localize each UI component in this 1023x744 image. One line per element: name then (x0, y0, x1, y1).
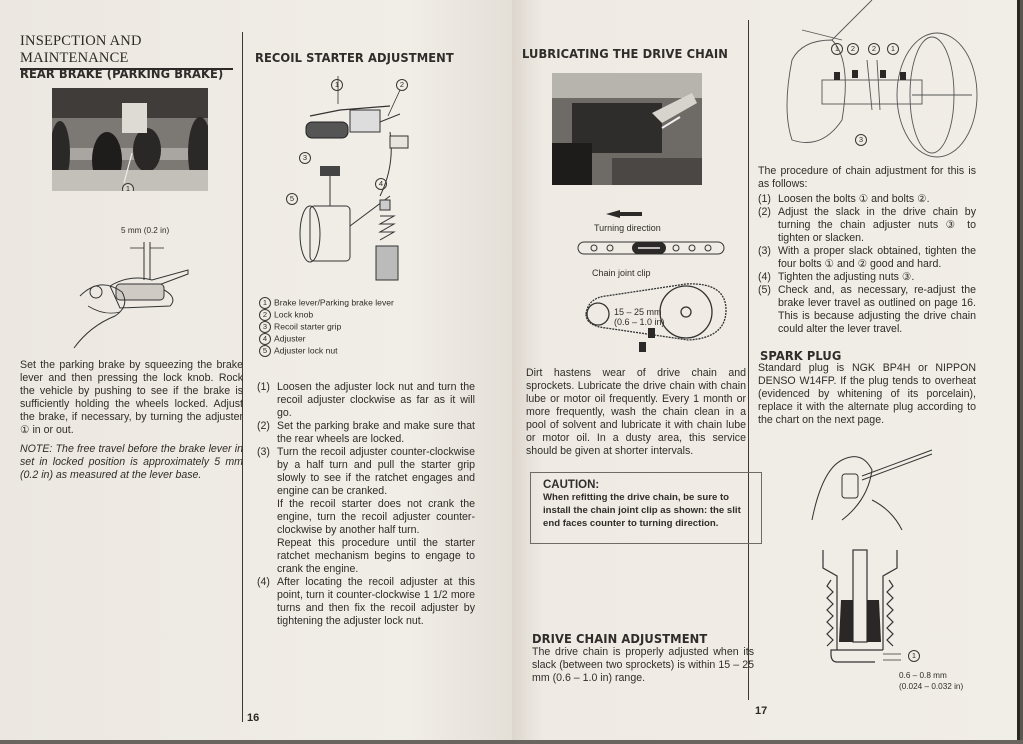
diagram-callout-3: 3 (299, 152, 311, 164)
gap-mm: 0.6 – 0.8 mm (899, 671, 947, 680)
slack-in: (0.6 – 1.0 in) (614, 317, 665, 327)
drive-chain-photo-art (552, 73, 702, 185)
chain-joint-clip-label: Chain joint clip (592, 268, 651, 278)
slack-mm: 15 – 25 mm (614, 307, 662, 317)
page-number-17: 17 (755, 705, 768, 717)
bottom-shadow (0, 740, 1023, 744)
page-17 (512, 0, 1020, 744)
spark-plug-gap-spec (899, 670, 963, 692)
chain-adjuster-diagram (762, 0, 1012, 158)
step-item: (3) Turn the recoil adjuster counter-clockwise by a half turn and pull the starter grip slowly to see if the ratchet engages and engine can be cranked. If the recoil starter does not crank the engine, turn the recoil adjuster counter-clockwise by another half turn. Repeat this procedure until the starter ratchet mechanism begins to engage to crank the engine. (257, 446, 475, 575)
rear-brake-photo-art (52, 88, 208, 191)
step-item: (4) Tighten the adjusting nuts ③. (758, 271, 915, 283)
step-item: (4) After locating the recoil adjuster at this point, turn it counter-clockwise 1 1/2 more turns and then fix the recoil adjuster by tightening the adjuster lock nut. (257, 576, 475, 627)
column-divider (748, 20, 749, 700)
legend-item: 3 Recoil starter grip (259, 321, 394, 333)
step-item: (3) With a proper slack obtained, tighten the four bolts ① and ② good and hard. (758, 245, 976, 270)
adjuster-callout-2: 2 (847, 43, 859, 55)
page-edge (1017, 0, 1020, 744)
legend-item: 5 Adjuster lock nut (259, 345, 394, 357)
spark-plug-paragraph: Standard plug is NGK BP4H or NIPPON DENSO W14FP. If the plug tends to overheat (evidenced by whitening of its porcelain), replace it with the alternate plug according to the chart on the next page. (758, 362, 976, 426)
diagram-callout-5: 5 (286, 193, 298, 205)
caution-box (530, 472, 762, 544)
recoil-legend (259, 297, 394, 357)
chain-procedure-steps (758, 193, 976, 336)
step-item: (2) Adjust the slack in the drive chain by turning the chain adjuster nuts ③ to tighten or slacken. (758, 206, 976, 244)
step-extra: Repeat this procedure until the starter ratchet mechanism begins to engage to crank the engine. (277, 537, 475, 575)
section-header: INSEPCTION AND MAINTENANCE (20, 33, 233, 70)
adjuster-callout-2b: 2 (868, 43, 880, 55)
gap-callout-1: 1 (908, 650, 920, 662)
slack-range-label (614, 307, 665, 327)
drive-chain-photo (552, 73, 702, 185)
step-extra: If the recoil starter does not crank the engine, turn the recoil adjuster counter-clockwise by another half turn. (277, 498, 475, 536)
rear-brake-note: NOTE: The free travel before the brake lever in set in locked position is approximately 5 mm (0.2 in) as measured at the lever base. (20, 443, 243, 481)
step-item: (1) Loosen the bolts ① and bolts ②. (758, 193, 930, 205)
step-item: (5) Check and, as necessary, re-adjust the brake lever travel as outlined on page 16. This is because adjusting the drive chain could alter the lever travel. (758, 284, 976, 335)
spark-plug-heading: SPARK PLUG (760, 348, 842, 363)
recoil-steps (257, 381, 475, 628)
adjuster-callout-1b: 1 (887, 43, 899, 55)
rear-brake-heading: REAR BRAKE (PARKING BRAKE) (20, 66, 224, 81)
caution-body: When refitting the drive chain, be sure to install the chain joint clip as shown: the slit end faces counter to turning direction. (543, 492, 741, 529)
adjuster-callout-3: 3 (855, 134, 867, 146)
lubricating-heading: LUBRICATING THE DRIVE CHAIN (522, 46, 728, 61)
spark-plug-gap-check-drawing (802, 430, 942, 530)
rear-brake-paragraph: Set the parking brake by squeezing the brake lever and then pressing the lock knob. Rock the vehicle by pushing to see if the brake is sufficiently holding the wheels locked. Adjust the brake, if necessary, by turning the adjuster ① in or out. (20, 359, 243, 436)
turning-direction-label: Turning direction (594, 223, 661, 233)
diagram-callout-1: 1 (331, 79, 343, 91)
drive-chain-adjustment-heading: DRIVE CHAIN ADJUSTMENT (532, 631, 708, 646)
free-travel-measure-label: 5 mm (0.2 in) (121, 226, 170, 235)
spark-plug-cross-section (817, 550, 907, 680)
step-item: (1) Loosen the adjuster lock nut and turn the recoil adjuster clockwise as far as it will go. (257, 381, 475, 419)
drive-chain-adjustment-paragraph: The drive chain is properly adjusted when its slack (between two sprockets) is within 15 – 25 mm (0.6 – 1.0 in) range. (532, 646, 754, 684)
legend-item: 1 Brake lever/Parking brake lever (259, 297, 394, 309)
brake-lever-hand-drawing (60, 236, 210, 348)
legend-item: 4 Adjuster (259, 333, 394, 345)
procedure-intro: The procedure of chain adjustment for this is as follows: (758, 165, 976, 190)
diagram-callout-2: 2 (396, 79, 408, 91)
recoil-starter-heading: RECOIL STARTER ADJUSTMENT (255, 50, 454, 65)
adjuster-callout-1: 1 (831, 43, 843, 55)
gap-in: (0.024 – 0.032 in) (899, 682, 964, 691)
rear-brake-photo (52, 88, 208, 191)
caution-title: CAUTION: (543, 479, 600, 491)
legend-item: 2 Lock knob (259, 309, 394, 321)
photo-callout-1: 1 (122, 183, 134, 191)
step-item: (2) Set the parking brake and make sure that the rear wheels are locked. (257, 420, 475, 445)
page-number-16: 16 (247, 712, 260, 724)
lubricating-paragraph: Dirt hastens wear of drive chain and sprockets. Lubricate the drive chain with chain lube or motor oil frequently. Every 1 month or more frequently, wash the chain clean in a pool of solvent and lubricate it with chain lube or motor oil. In a dusty area, this service should be given at shorter intervals. (526, 367, 746, 457)
diagram-callout-4: 4 (375, 178, 387, 190)
